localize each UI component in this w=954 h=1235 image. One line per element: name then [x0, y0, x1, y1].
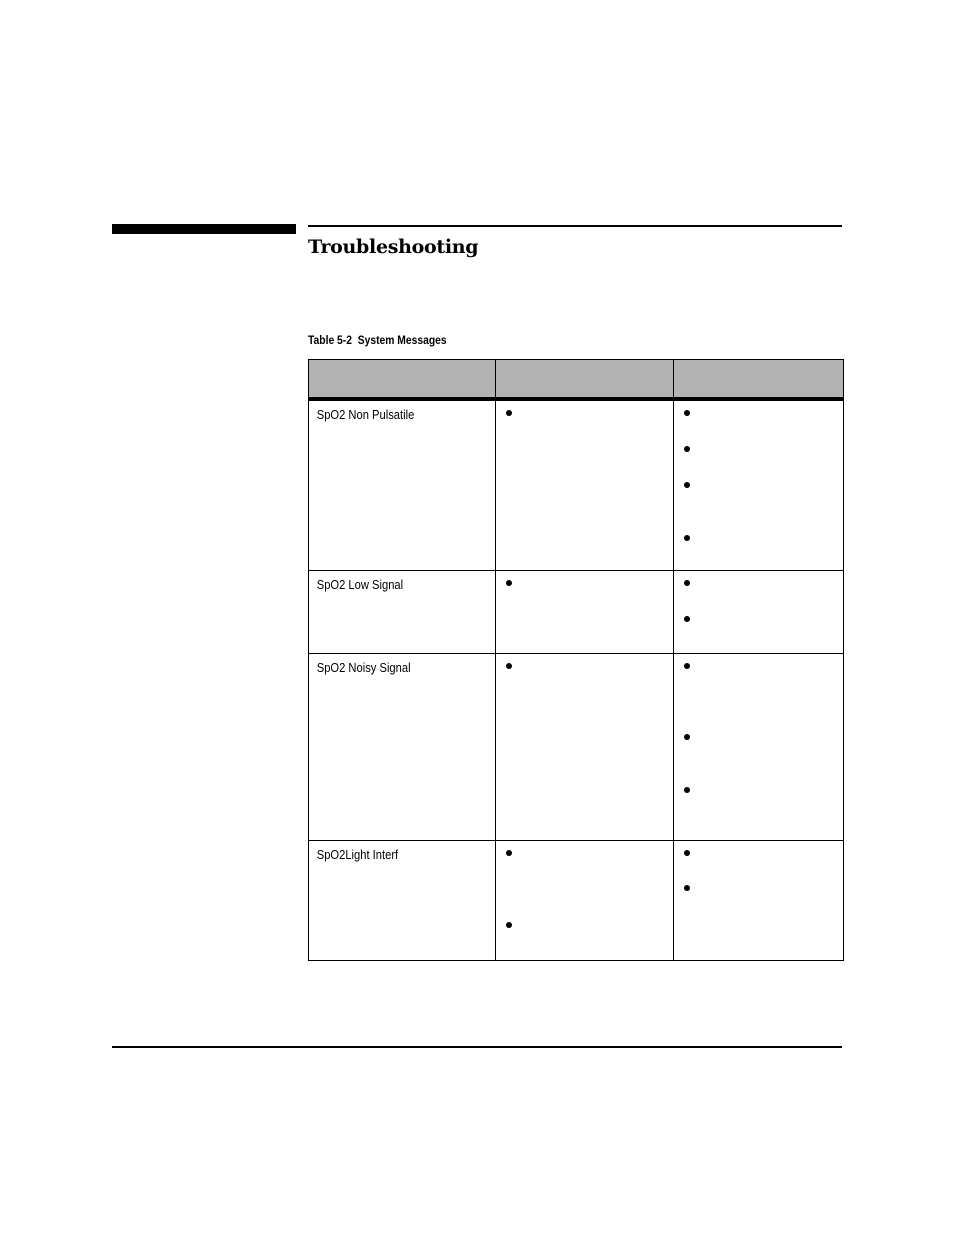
- footer-rule: [112, 1046, 842, 1048]
- bullet-icon: [506, 850, 512, 856]
- header-rule: [308, 225, 842, 227]
- message-text: SpO2 Noisy Signal: [316, 659, 411, 675]
- header-cell-cause: [496, 360, 674, 400]
- bullet-icon: [684, 410, 690, 416]
- system-messages-table: [308, 359, 844, 961]
- header-cell-message: [309, 360, 496, 400]
- bullet-icon: [684, 535, 690, 541]
- section-title: Troubleshooting: [308, 236, 479, 258]
- solution-cell: [674, 570, 844, 653]
- bullet-icon: [684, 580, 690, 586]
- message-text: SpO2Light Interf: [316, 846, 399, 862]
- table-caption: Table 5-2 System Messages: [308, 333, 447, 347]
- message-cell: [309, 840, 496, 960]
- bullet-icon: [506, 663, 512, 669]
- bullet-icon: [506, 580, 512, 586]
- solution-cell: [674, 653, 844, 840]
- bullet-icon: [684, 482, 690, 488]
- bullet-icon: [684, 616, 690, 622]
- cause-cell: [496, 570, 674, 653]
- message-text: SpO2 Non Pulsatile: [316, 407, 415, 422]
- table-row: [309, 653, 844, 840]
- solution-cell: [674, 399, 844, 570]
- table-header-row: [309, 360, 844, 400]
- bullet-icon: [684, 885, 690, 891]
- bullet-icon: [684, 850, 690, 856]
- bullet-icon: [684, 663, 690, 669]
- bullet-icon: [684, 446, 690, 452]
- table-row: [309, 570, 844, 653]
- message-cell: [309, 399, 496, 570]
- cause-cell: [496, 653, 674, 840]
- cause-cell: [496, 399, 674, 570]
- bullet-icon: [684, 787, 690, 793]
- table-row: [309, 399, 844, 570]
- bullet-icon: [506, 410, 512, 416]
- table-row: [309, 840, 844, 960]
- message-text: SpO2 Low Signal: [316, 576, 404, 592]
- cause-cell: [496, 840, 674, 960]
- bullet-icon: [684, 734, 690, 740]
- bullet-icon: [506, 922, 512, 928]
- message-cell: [309, 570, 496, 653]
- message-cell: [309, 653, 496, 840]
- solution-cell: [674, 840, 844, 960]
- header-cell-solution: [674, 360, 844, 400]
- chapter-marker-bar: [112, 224, 296, 234]
